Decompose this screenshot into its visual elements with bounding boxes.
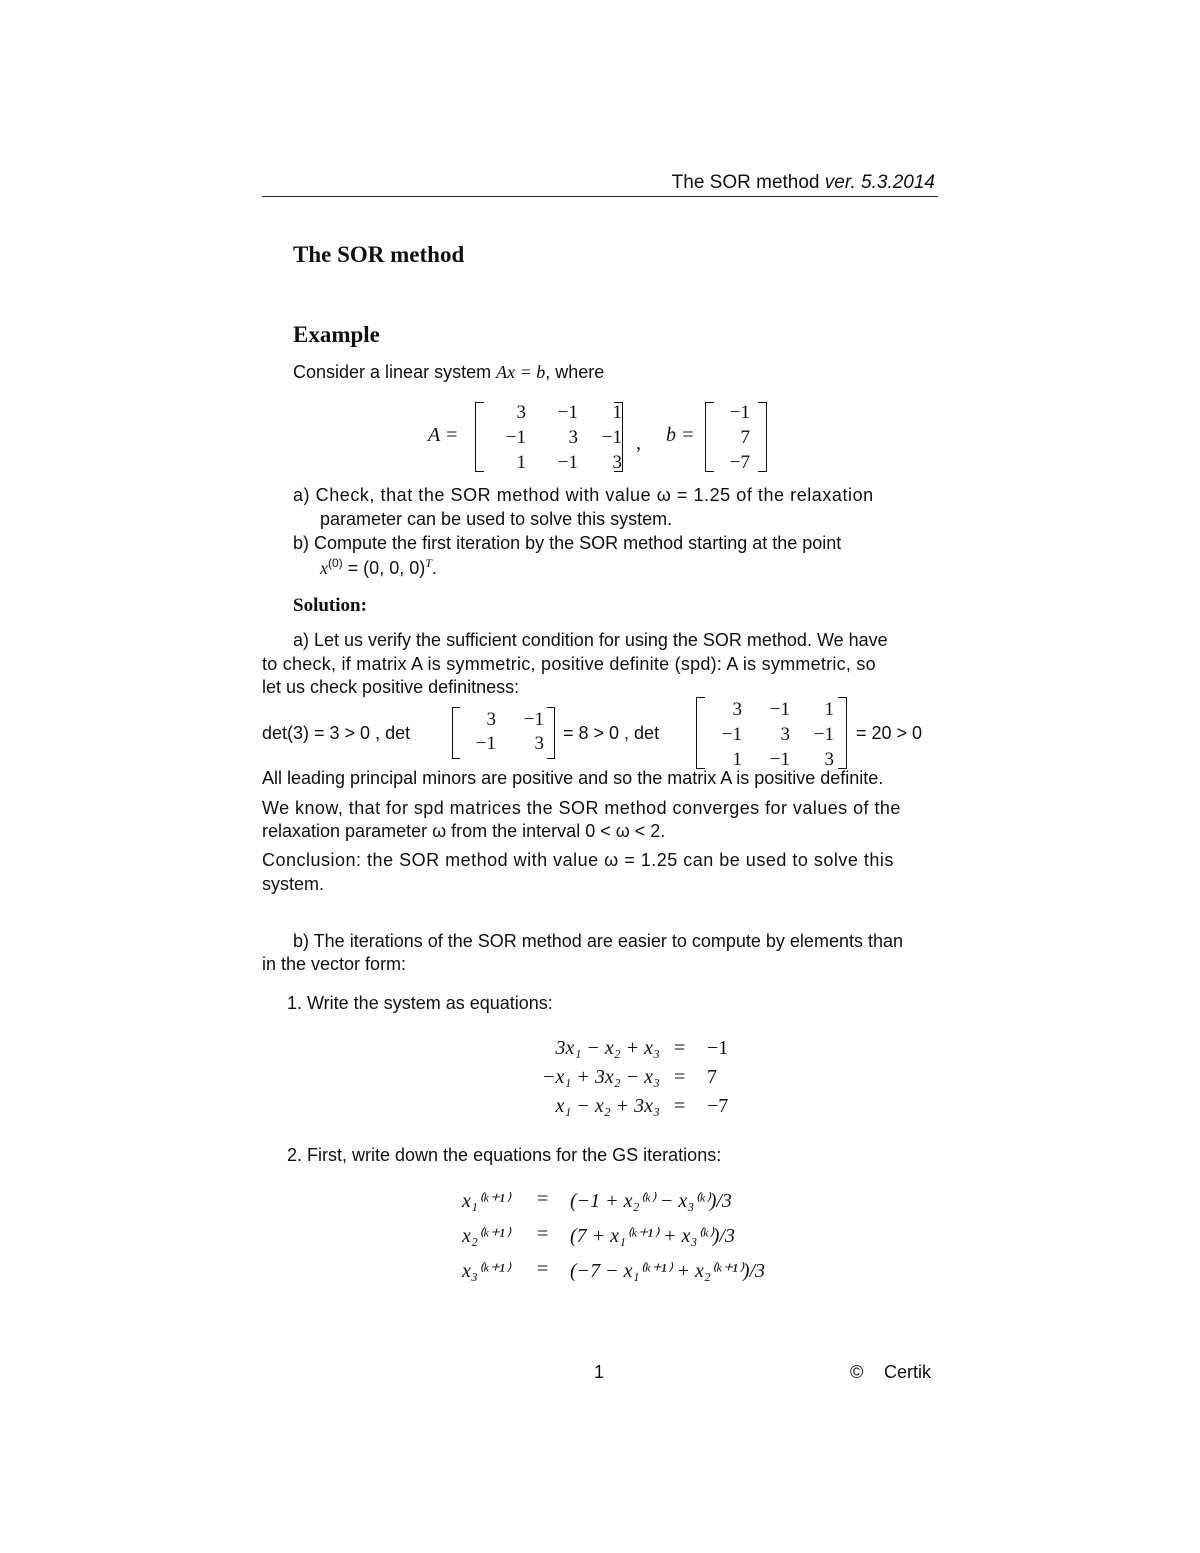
task-a-line2: parameter can be used to solve this system. xyxy=(320,509,673,529)
example-heading: Example xyxy=(293,322,380,347)
minor-3-right-bracket xyxy=(838,697,847,769)
matrix-a-cell-2-2: 3 xyxy=(612,452,622,473)
gs-1-rhs: (−1 + x₂⁽ᵏ⁾ − x₃⁽ᵏ⁾)/3 xyxy=(570,1190,732,1212)
gs-2-rhs: (7 + x₁⁽ᵏ⁺¹⁾ + x₃⁽ᵏ⁾)/3 xyxy=(570,1225,735,1247)
sol-a-line3: let us check positive definitness: xyxy=(262,677,520,697)
copyright-icon: © xyxy=(850,1362,864,1382)
equation-3-lhs: x₁ − x₂ + 3x₃ xyxy=(555,1095,660,1117)
conclusion-line-2: We know, that for spd matrices the SOR method converges for values of the xyxy=(262,798,901,818)
matrix-a-cell-0-2: 1 xyxy=(612,402,622,423)
vector-b-cell-0-0: −1 xyxy=(729,402,750,423)
author: Certik xyxy=(884,1362,932,1382)
minor-3-left-bracket xyxy=(696,697,705,769)
equation-1-rhs: −1 xyxy=(707,1037,729,1059)
matrix-a-cell-0-1: −1 xyxy=(557,402,578,423)
vector-b-cell-1-0: 7 xyxy=(740,427,750,448)
minor-3-cell-2-0: 1 xyxy=(732,749,742,770)
minor-2-cell-0-0: 3 xyxy=(486,709,496,730)
minor-3-cell-2-1: −1 xyxy=(769,749,790,770)
matrix-a-cell-1-1: 3 xyxy=(568,427,578,448)
vector-b xyxy=(712,402,750,474)
matrix-comma: , xyxy=(636,432,641,454)
minor-3-matrix xyxy=(706,699,834,771)
header-rule xyxy=(262,196,938,197)
step-1: 1. Write the system as equations: xyxy=(287,993,553,1013)
minor-2-left-bracket xyxy=(452,707,460,759)
gs-3-rhs: (−7 − x₁⁽ᵏ⁺¹⁾ + x₂⁽ᵏ⁺¹⁾)/3 xyxy=(570,1260,766,1282)
equation-2-rhs: 7 xyxy=(707,1066,717,1088)
minor-3-cell-1-0: −1 xyxy=(721,724,742,745)
gs-3-eq: = xyxy=(537,1258,549,1280)
equation-1-eq: = xyxy=(674,1037,686,1059)
intro-text: Consider a linear system Ax = b, where xyxy=(293,362,605,382)
sol-b-line2: in the vector form: xyxy=(262,954,407,974)
equation-3-eq: = xyxy=(674,1095,686,1117)
matrix-a-label: A = xyxy=(428,424,459,446)
gs-1-lhs: x₁⁽ᵏ⁺¹⁾ xyxy=(462,1190,510,1212)
conclusion-line-1: All leading principal minors are positive and so the matrix A is positive definite. xyxy=(262,768,884,788)
minor-2-right-bracket xyxy=(547,707,555,759)
task-a-line1: a) Check, that the SOR method with value ω = 1.25 of the relaxation xyxy=(293,485,874,505)
minor-2-cell-1-0: −1 xyxy=(475,733,496,754)
sol-b-line1: b) The iterations of the SOR method are easier to compute by elements than xyxy=(293,931,903,951)
minor-3-cell-0-2: 1 xyxy=(824,699,834,720)
conclusion-line-4: Conclusion: the SOR method with value ω = 1.25 can be used to solve this xyxy=(262,850,894,870)
gs-2-lhs: x₂⁽ᵏ⁺¹⁾ xyxy=(462,1225,510,1247)
header-title: The SOR method xyxy=(671,172,825,193)
minor-2-matrix xyxy=(462,709,544,755)
equation-2-eq: = xyxy=(674,1066,686,1088)
matrix-a-cell-2-0: 1 xyxy=(516,452,526,473)
minor-3-cell-2-2: 3 xyxy=(824,749,834,770)
vector-b-label: b = xyxy=(666,424,695,446)
conclusion-line-5: system. xyxy=(262,874,325,894)
gs-1-eq: = xyxy=(537,1188,549,1210)
minor-3-cell-1-2: −1 xyxy=(813,724,834,745)
matrix-a xyxy=(488,402,622,474)
matrix-a-right-bracket xyxy=(614,402,623,472)
task-b-line1: b) Compute the first iteration by the SOR method starting at the point xyxy=(293,533,842,553)
minor-2-cell-1-1: 3 xyxy=(534,733,544,754)
gs-3-lhs: x₃⁽ᵏ⁺¹⁾ xyxy=(462,1260,510,1282)
solution-heading: Solution: xyxy=(293,595,367,616)
running-header xyxy=(672,172,935,194)
gs-2-eq: = xyxy=(537,1223,549,1245)
sol-a-line1: a) Let us verify the sufficient condition for using the SOR method. We have xyxy=(293,630,888,650)
equation-3-rhs: −7 xyxy=(707,1095,729,1117)
matrix-a-cell-1-2: −1 xyxy=(601,427,622,448)
matrix-a-cell-1-0: −1 xyxy=(505,427,526,448)
step-2: 2. First, write down the equations for the GS iterations: xyxy=(287,1145,722,1165)
conclusion-line-3: relaxation parameter ω from the interval 0 < ω < 2. xyxy=(262,821,666,841)
matrix-a-left-bracket xyxy=(475,402,484,472)
minor-2-cell-0-1: −1 xyxy=(523,709,544,730)
minor-2-result: = 8 > 0 , det xyxy=(563,723,660,743)
minor-3-cell-0-1: −1 xyxy=(769,699,790,720)
vector-b-right-bracket xyxy=(758,402,767,472)
minor-1-text: det(3) = 3 > 0 , det xyxy=(262,723,411,743)
minor-3-result: = 20 > 0 xyxy=(856,723,923,743)
task-b-line2: $x^{(0)} = (0$, 0, 0)$^T$. xyxy=(320,556,437,578)
intro-equation: Ax = b xyxy=(496,362,546,382)
matrix-a-cell-0-0: 3 xyxy=(516,402,526,423)
page-number: 1 xyxy=(594,1362,605,1382)
equation-2-lhs: −x₁ + 3x₂ − x₃ xyxy=(542,1066,660,1088)
matrix-a-cell-2-1: −1 xyxy=(557,452,578,473)
vector-b-cell-2-0: −7 xyxy=(729,452,750,473)
page-title: The SOR method xyxy=(293,242,465,267)
minor-3-cell-0-0: 3 xyxy=(732,699,742,720)
equation-1-lhs: 3x₁ − x₂ + x₃ xyxy=(555,1037,660,1059)
header-version: ver. 5.3.2014 xyxy=(824,172,935,193)
minor-3-cell-1-1: 3 xyxy=(780,724,790,745)
sol-a-line2: to check, if matrix A is symmetric, positive definite (spd): A is symmetric, so xyxy=(262,654,876,674)
